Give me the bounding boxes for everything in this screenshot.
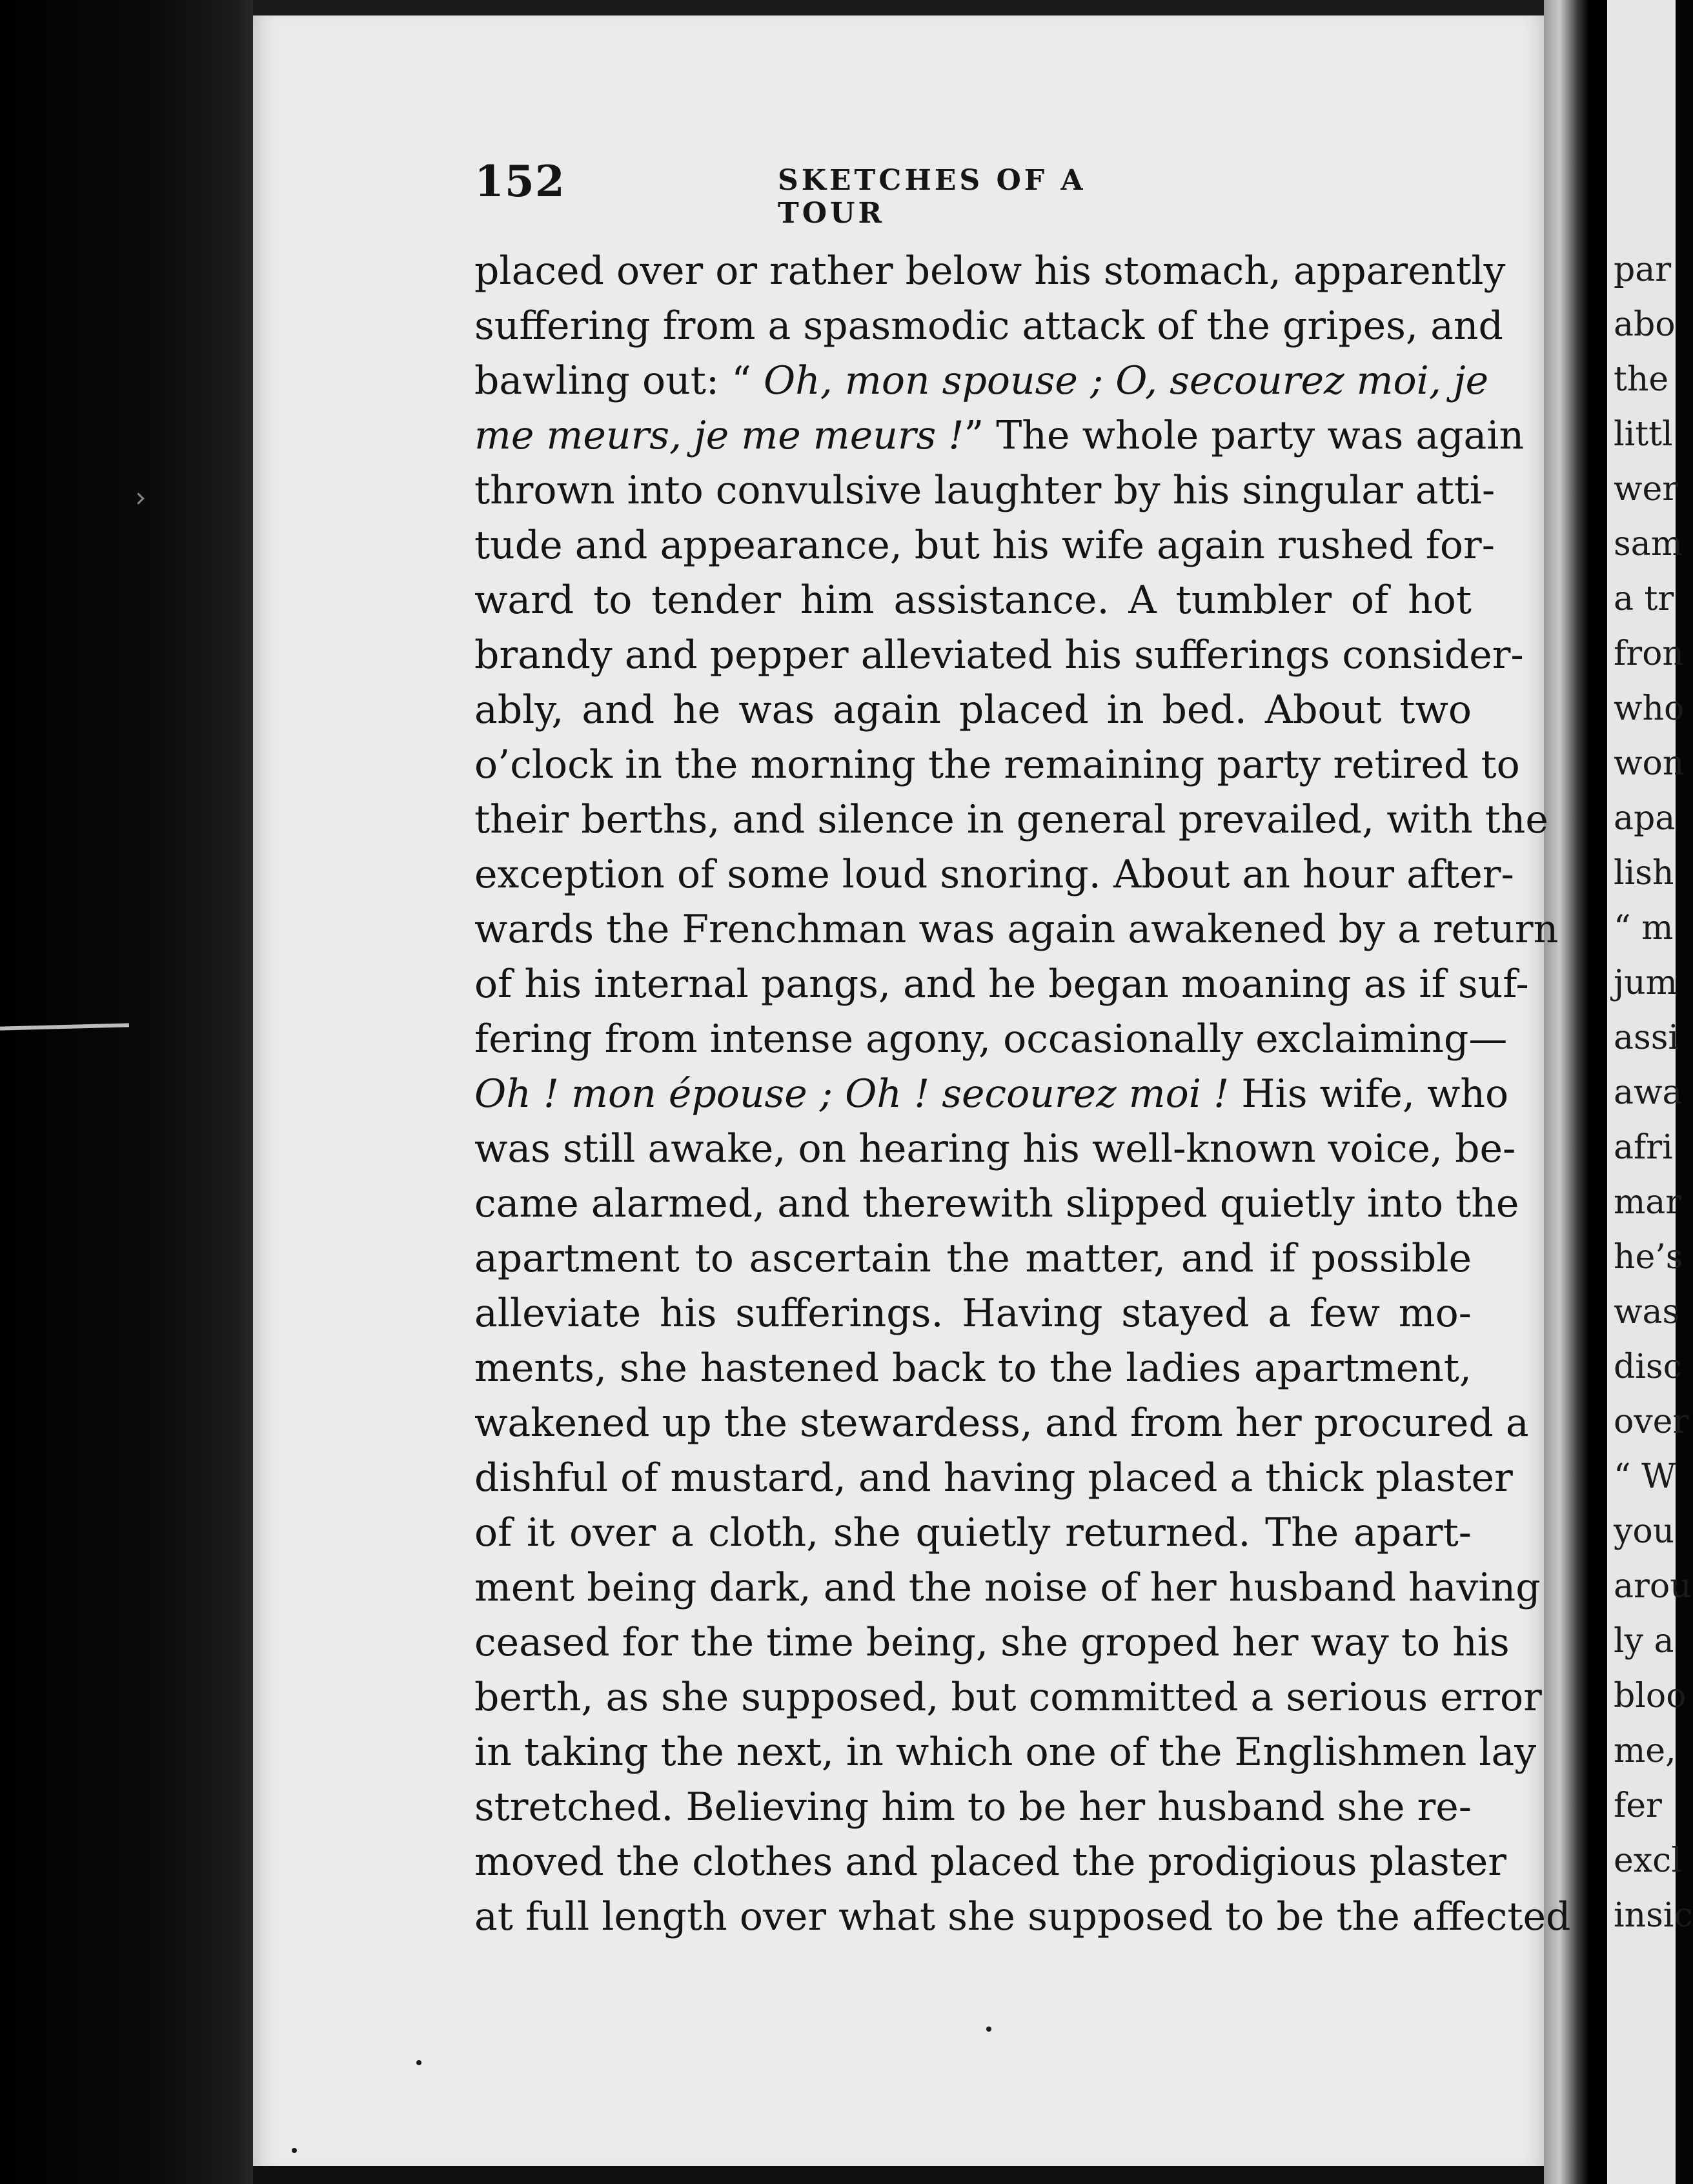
text-run: stretched. Believing him to be her husband she re- <box>474 1785 1472 1830</box>
text-run: fering from intense agony, occasionally exclaiming— <box>474 1016 1508 1062</box>
text-run: ward to tender him assistance. A tumbler of hot <box>474 578 1472 623</box>
text-line <box>474 902 1559 957</box>
text-run: exception of some loud snoring. About an hour after- <box>474 852 1514 897</box>
text-run: wakened up the stewardess, and from her procured a <box>474 1400 1529 1446</box>
text-run: thrown into convulsive laughter by his singular atti- <box>474 468 1495 513</box>
text-line <box>474 1670 1542 1725</box>
facing-page-text: fron <box>1614 634 1684 673</box>
facing-page-text: me, <box>1614 1732 1676 1770</box>
facing-page-text: mar <box>1614 1183 1682 1222</box>
text-run: ” The whole party was again <box>964 413 1525 458</box>
text-run: brandy and pepper alleviated his sufferings consider- <box>474 632 1524 678</box>
facing-page-text: the <box>1614 360 1669 399</box>
text-line <box>474 738 1520 793</box>
facing-page-text: littl <box>1614 415 1673 454</box>
facing-page-text: sam <box>1614 525 1683 563</box>
italic-text-run: me meurs, je me meurs ! <box>474 413 964 458</box>
text-run: dishful of mustard, and having placed a thick plaster <box>474 1455 1513 1501</box>
facing-page-text: par <box>1614 250 1672 289</box>
text-line <box>474 244 1506 299</box>
text-line <box>474 1835 1506 1890</box>
text-line <box>474 628 1524 683</box>
facing-page-text: “ m <box>1614 909 1674 947</box>
facing-page-text: awa <box>1614 1073 1683 1112</box>
scan-left-margin <box>0 0 255 2184</box>
scan-speck <box>416 2060 421 2065</box>
italic-text-run: Oh ! mon épouse ; Oh ! secourez moi ! <box>474 1071 1230 1117</box>
facing-page-text: ly a <box>1614 1622 1674 1661</box>
facing-page-text: over <box>1614 1402 1689 1441</box>
page-top-edge <box>253 0 1546 15</box>
facing-page-text: he’s <box>1614 1238 1683 1277</box>
facing-page-text: insic <box>1614 1896 1693 1935</box>
facing-page-text: who <box>1614 689 1685 728</box>
facing-page-text: excl <box>1614 1841 1682 1880</box>
running-head <box>474 156 1191 230</box>
text-run: of his internal pangs, and he began moaning as if suf- <box>474 962 1529 1007</box>
text-line <box>474 409 1525 463</box>
text-run: placed over or rather below his stomach, apparently <box>474 248 1506 294</box>
text-line <box>474 1725 1537 1780</box>
facing-page-text: wer <box>1614 470 1679 509</box>
text-line <box>474 1451 1513 1506</box>
text-line <box>474 1615 1510 1670</box>
text-run: in taking the next, in which one of the Englishmen lay <box>474 1730 1537 1775</box>
facing-page-text: won <box>1614 744 1685 783</box>
text-run: apartment to ascertain the matter, and if possible <box>474 1236 1472 1281</box>
text-run: berth, as she supposed, but committed a serious error <box>474 1675 1542 1720</box>
text-line <box>474 1012 1508 1067</box>
running-title: SKETCHES OF A TOUR <box>778 164 1086 230</box>
page-right-edge <box>1544 0 1589 2184</box>
text-line <box>474 957 1529 1012</box>
facing-page-text: “ W <box>1614 1457 1676 1496</box>
text-line <box>474 683 1472 738</box>
scan-speck <box>292 2148 297 2153</box>
text-run: at full length over what she supposed to be the affected <box>474 1894 1571 1939</box>
page-number: 152 <box>474 156 565 207</box>
text-line <box>474 1067 1509 1122</box>
facing-page-text: lish <box>1614 854 1674 893</box>
text-line <box>474 1396 1529 1451</box>
text-line <box>474 1561 1541 1615</box>
text-line <box>474 463 1495 518</box>
text-line <box>474 847 1514 902</box>
text-line <box>474 793 1548 847</box>
facing-page-fragment <box>1607 0 1693 2184</box>
text-run: ceased for the time being, she groped her way to his <box>474 1620 1510 1665</box>
text-run: was still awake, on hearing his well-known voice, be- <box>474 1126 1516 1171</box>
facing-page-text: you <box>1614 1512 1675 1551</box>
text-run: of it over a cloth, she quietly returned. The apart- <box>474 1510 1472 1555</box>
text-run: their berths, and silence in general prevailed, with the <box>474 797 1548 842</box>
facing-page-text: bloo <box>1614 1677 1687 1715</box>
text-line <box>474 573 1472 628</box>
text-line <box>474 1341 1472 1396</box>
text-run: ment being dark, and the noise of her husband having <box>474 1565 1541 1610</box>
text-line <box>474 518 1495 573</box>
text-line <box>474 354 1489 409</box>
facing-page-text: jum <box>1614 964 1678 1002</box>
facing-page-text: fer <box>1614 1786 1662 1825</box>
facing-page-text: apa <box>1614 799 1676 838</box>
text-line <box>474 1780 1472 1835</box>
scan-speck <box>986 2027 991 2032</box>
text-line <box>474 1286 1472 1341</box>
italic-text-run: Oh, mon spouse ; O, secourez moi, je <box>763 358 1489 403</box>
facing-page-text: abo <box>1614 305 1676 344</box>
text-run: His wife, who <box>1229 1071 1509 1117</box>
facing-page-text: assi <box>1614 1018 1679 1057</box>
facing-page-text: a tr <box>1614 580 1674 618</box>
text-run: bawling out: “ <box>474 358 764 403</box>
text-run: suffering from a spasmodic attack of the gripes, and <box>474 303 1503 349</box>
text-line <box>474 1231 1472 1286</box>
text-line <box>474 1890 1571 1945</box>
text-run: ments, she hastened back to the ladies apartment, <box>474 1346 1472 1391</box>
text-run: alleviate his sufferings. Having stayed a few mo- <box>474 1291 1472 1336</box>
text-run: wards the Frenchman was again awakened by a return <box>474 907 1559 952</box>
page-bottom-edge <box>253 2166 1546 2184</box>
text-line <box>474 1177 1519 1231</box>
text-run: ably, and he was again placed in bed. About two <box>474 687 1472 733</box>
text-line <box>474 1506 1472 1561</box>
facing-page-text: was <box>1614 1293 1680 1331</box>
text-run: came alarmed, and therewith slipped quietly into the <box>474 1181 1519 1226</box>
text-line <box>474 1122 1516 1177</box>
text-run: moved the clothes and placed the prodigious plaster <box>474 1839 1506 1885</box>
facing-page-text: disc <box>1614 1348 1682 1386</box>
text-line <box>474 299 1503 354</box>
body-text <box>474 244 1571 1945</box>
facing-page-text: arou <box>1614 1567 1692 1606</box>
text-run: tude and appearance, but his wife again rushed for- <box>474 523 1495 568</box>
text-run: o’clock in the morning the remaining party retired to <box>474 742 1520 787</box>
facing-page-text: afri <box>1614 1128 1673 1167</box>
